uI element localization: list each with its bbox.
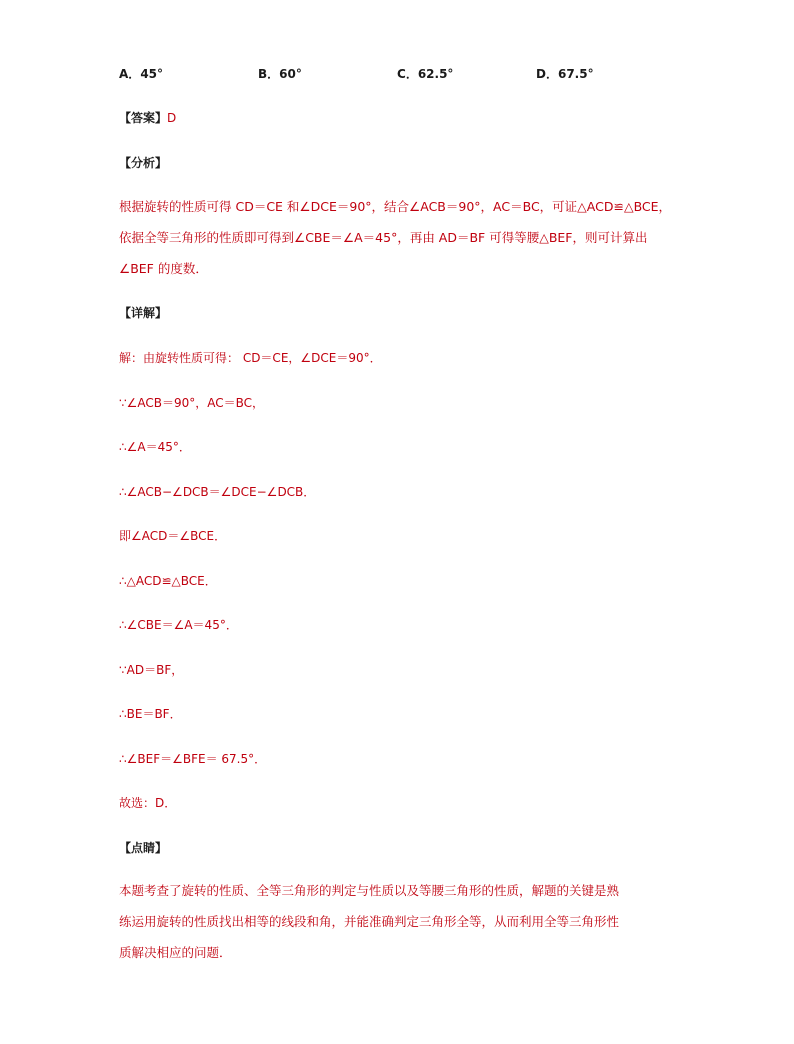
option-d-letter: D bbox=[536, 67, 546, 81]
answer-value: D bbox=[167, 111, 177, 125]
detail-step: ∴∠ACB−∠DCB＝∠DCE−∠DCB． bbox=[119, 485, 316, 499]
comment-line: 本题考查了旋转的性质、全等三角形的判定与性质以及等腰三角形的性质，解题的关键是熟 bbox=[119, 883, 620, 898]
analysis-heading: 【分析】 bbox=[119, 156, 168, 170]
option-b-letter: B bbox=[258, 67, 268, 81]
option-b: B．60° bbox=[258, 67, 302, 81]
comment-line: 练运用旋转的性质找出相等的线段和角，并能准确判定三角形全等，从而利用全等三角形性 bbox=[119, 914, 620, 929]
detail-step: 解：由旋转性质可得： CD＝CE，∠DCE＝90°． bbox=[119, 351, 382, 365]
analysis-line: 依据全等三角形的性质即可得到∠CBE＝∠A＝45°，再由 AD＝BF 可得等腰△BEF，则可计算出 bbox=[119, 230, 648, 245]
detail-heading: 【详解】 bbox=[119, 306, 168, 320]
comment-paragraph bbox=[119, 875, 699, 968]
detail-step: ∵∠ACB＝90°，AC＝BC， bbox=[119, 396, 265, 410]
option-a: A．45° bbox=[119, 67, 164, 81]
option-a-value: 45° bbox=[140, 67, 164, 81]
option-c-letter: C bbox=[397, 67, 406, 81]
option-b-value: 60° bbox=[279, 67, 302, 81]
analysis-line: ∠BEF 的度数． bbox=[119, 261, 208, 276]
option-d-value: 67.5° bbox=[557, 67, 594, 81]
analysis-paragraph bbox=[119, 191, 699, 284]
comment-heading: 【点睛】 bbox=[119, 841, 168, 855]
detail-step: ∴BE＝BF． bbox=[119, 707, 182, 721]
comment-line: 质解决相应的问题． bbox=[119, 945, 232, 960]
answer-heading: 【答案】 bbox=[119, 111, 168, 125]
answer-line bbox=[119, 110, 176, 126]
option-c: C．62.5° bbox=[397, 67, 454, 81]
detail-step: ∴△ACD≌△BCE． bbox=[119, 574, 217, 588]
option-c-value: 62.5° bbox=[417, 67, 454, 81]
detail-step: ∵AD＝BF， bbox=[119, 663, 184, 677]
detail-step: 即∠ACD＝∠BCE． bbox=[119, 529, 227, 543]
detail-step: ∴∠A＝45°． bbox=[119, 440, 191, 454]
option-d: D．67.5° bbox=[536, 67, 594, 81]
option-a-letter: A bbox=[119, 67, 129, 81]
detail-step: ∴∠BEF＝∠BFE＝ 67.5°． bbox=[119, 752, 267, 766]
detail-step: ∴∠CBE＝∠A＝45°． bbox=[119, 618, 238, 632]
analysis-line: 根据旋转的性质可得 CD＝CE 和∠DCE＝90°，结合∠ACB＝90°，AC＝BC，可证△ACD≌△BCE， bbox=[119, 199, 672, 214]
detail-step: 故选：D． bbox=[119, 796, 177, 810]
